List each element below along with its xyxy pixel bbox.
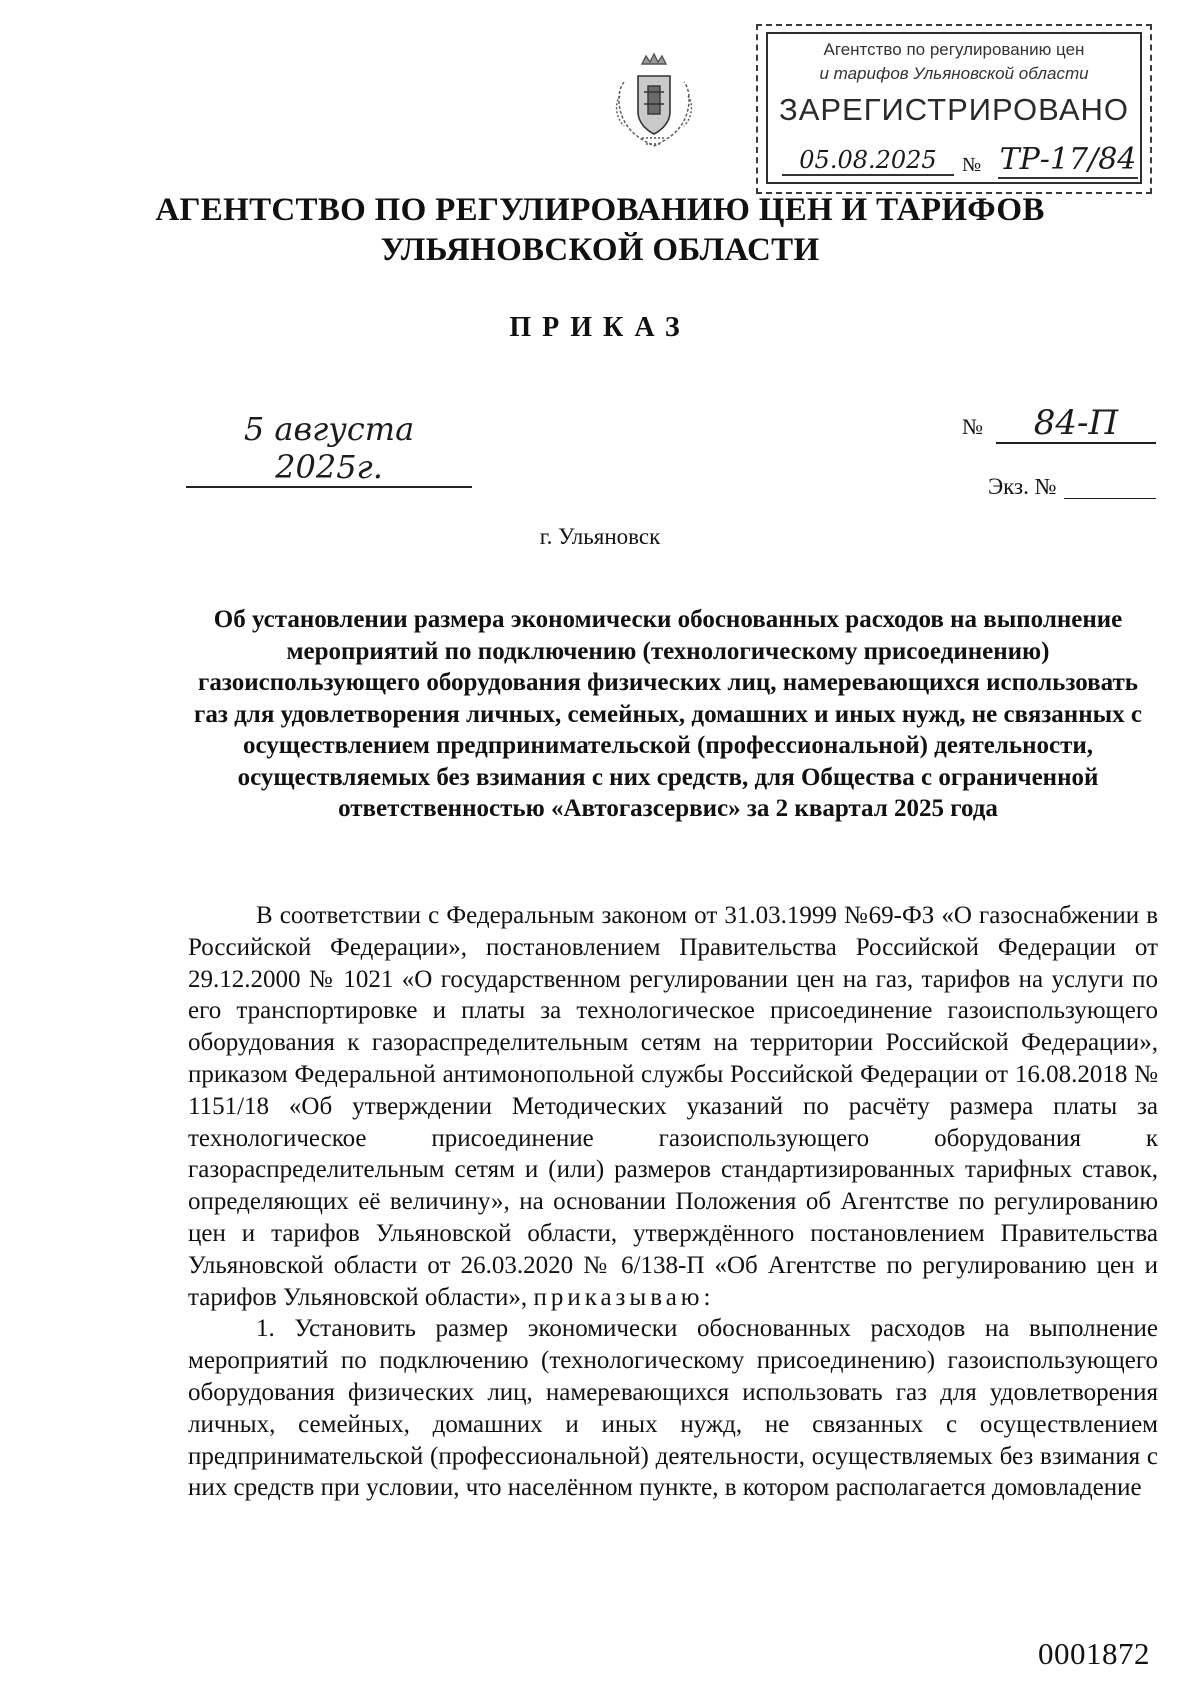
stamp-registration-number: ТР-17/84 — [999, 142, 1137, 177]
handwritten-date: 5 августа 2025г. — [186, 410, 472, 488]
stamp-agency-line1: Агентство по регулированию цен — [823, 40, 1085, 59]
document-type-title: ПРИКАЗ — [509, 312, 691, 343]
stamp-agency-line2: и тарифов Ульяновской области — [819, 64, 1089, 83]
copy-number-label: Экз. № — [988, 474, 1057, 499]
decree-word: приказываю: — [533, 1283, 715, 1311]
order-subject: Об установлении размера экономически обоснованных расходов на выполнение мероприятий по подключению (технологическому присоединению) газоиспользующего оборудования физических лиц, намеревающихся использовать газ для удовлетворения личных, семейных, домашних и иных нужд, не связанных с осуществлением предпринимательской (профессиональной) деятельности, осуществляемых без взимания с них средств, для Общества с ограниченной ответственностью «Автогазсервис» за 2 квартал 2025 года — [194, 606, 1142, 822]
preamble-paragraph — [188, 900, 1158, 1313]
copy-number-blank — [1064, 498, 1156, 499]
preamble-text: В соответствии с Федеральным законом от 31.03.1999 №69-ФЗ «О газоснабжении в Российской Федерации», постановлением Правительства Российской Федерации от 29.12.2000 № 1021 «О государственном регулировании цен на газ, тарифов на услуги по его транспортировке и платы за технологическое присоединение газоиспользующего оборудования к газораспределительным сетям на территории Российской Федерации», приказом Федеральной антимонопольной службы Российской Федерации от 16.08.2018 № 1151/18 «Об утверждении Методических указаний по расчёту размера платы за технологическое присоединение газоиспользующего оборудования к газораспределительным сетям и (или) размеров стандартизированных тарифных ставок, определяющих её величину», на основании Положения об Агентстве по регулированию цен и тарифов Ульяновской области, утверждённого постановлением Правительства Ульяновской области от 26.03.2020 № 6/138-П «Об Агентстве по регулированию цен и тарифов Ульяновской области», — [188, 902, 1158, 1311]
stamp-number-label: № — [962, 154, 982, 176]
order-body — [188, 900, 1158, 1504]
stamp-registration-row — [778, 142, 1137, 186]
stamp-frame — [766, 32, 1142, 184]
registration-stamp — [756, 24, 1152, 194]
handwritten-order-number: 84-П — [996, 404, 1156, 444]
agency-heading-line2: УЛЬЯНОВСКОЙ ОБЛАСТИ — [380, 232, 820, 268]
order-number-label: № — [962, 414, 983, 439]
city-line: г. Ульяновск — [539, 524, 661, 549]
stamp-date: 05.08.2025 — [782, 146, 954, 176]
agency-heading-line1: АГЕНТСТВО ПО РЕГУЛИРОВАНИЮ ЦЕН И ТАРИФОВ — [155, 192, 1045, 228]
clause-1-paragraph: 1. Установить размер экономически обоснованных расходов на выполнение мероприятий по подключению (технологическому присоединению) газоиспользующего оборудования физических лиц, намеревающихся использовать газ для удовлетворения личных, семейных, домашних и иных нужд, не связанных с осуществлением предпринимательской (профессиональной) деятельности, осуществляемых без взимания с них средств при условии, что населённом пункте, в котором располагается домовладение — [188, 1315, 1158, 1502]
stamp-registered-label: ЗАРЕГИСТРИРОВАНО — [778, 92, 1129, 127]
agency-heading — [0, 190, 1200, 270]
form-serial-number: 0001872 — [1038, 1636, 1150, 1671]
coat-of-arms-emblem — [612, 52, 696, 152]
